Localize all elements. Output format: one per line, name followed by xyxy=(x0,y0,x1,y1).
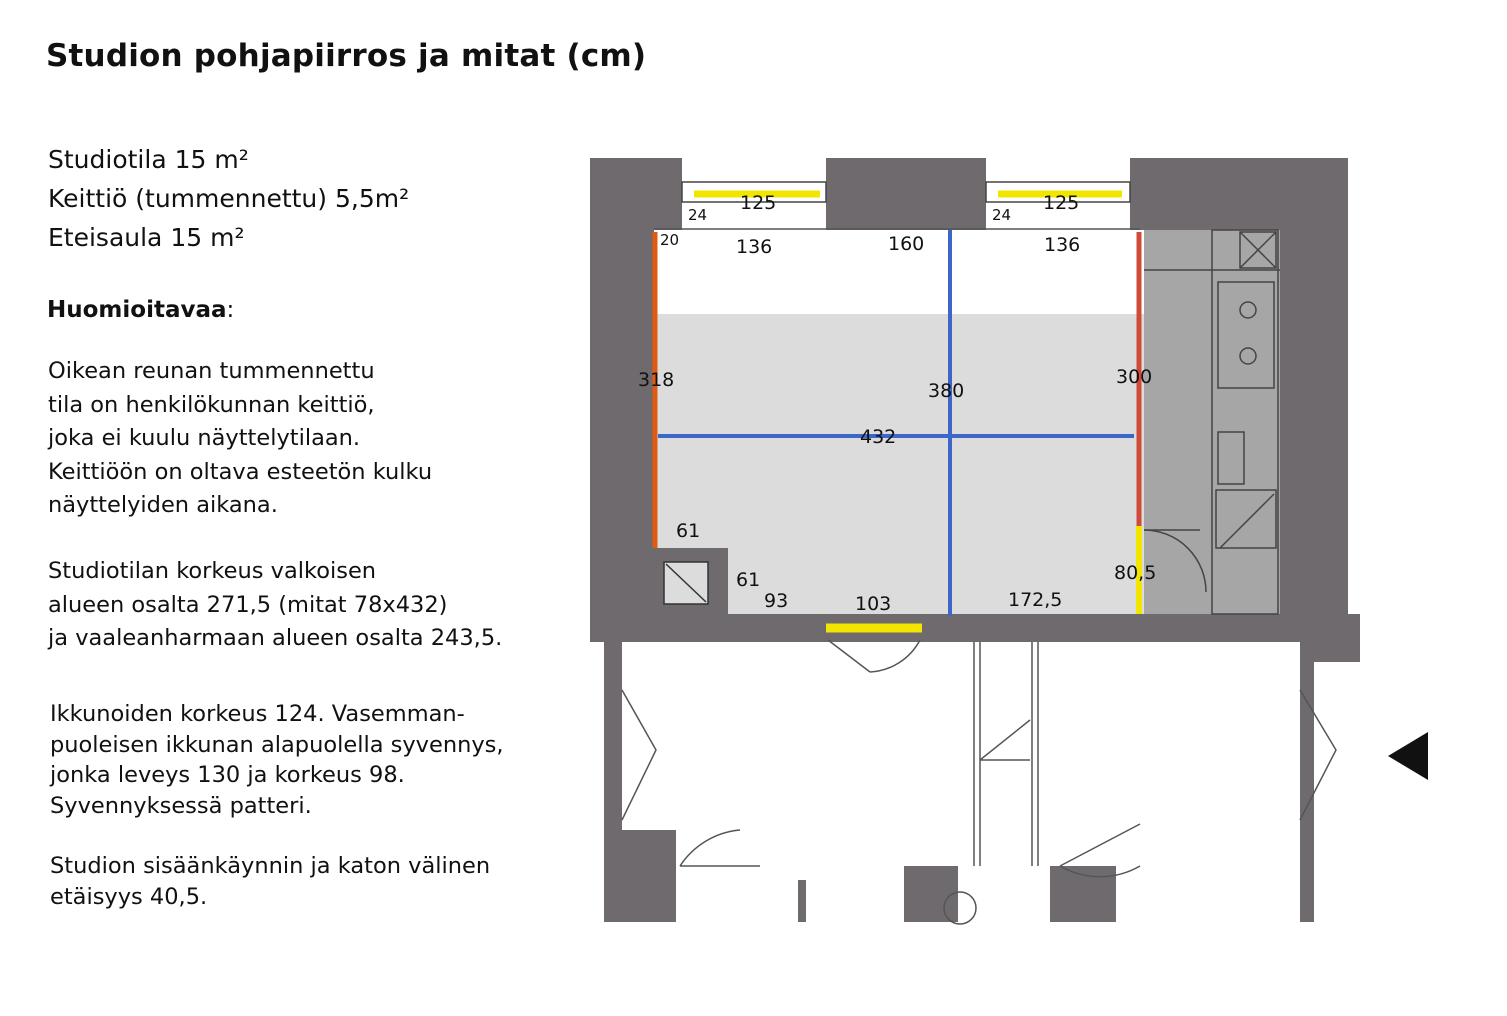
door-swing-lower-middle xyxy=(980,720,1030,760)
lower-rooms xyxy=(622,640,1336,924)
label-pillar-vertical: 61 xyxy=(676,520,701,542)
label-wall-top-left: 136 xyxy=(736,236,773,258)
wall-lower-stub xyxy=(798,880,806,922)
page-title: Studion pohjapiirros ja mitat (cm) xyxy=(46,38,647,74)
label-window-left-width: 125 xyxy=(740,192,777,214)
entrance-arrow-icon xyxy=(1388,732,1428,780)
label-room-depth: 380 xyxy=(928,380,965,402)
wall-top-pier xyxy=(826,158,986,230)
area-studio: Studiotila 15 m² xyxy=(48,145,249,174)
area-kitchen: Keittiö (tummennettu) 5,5m² xyxy=(48,184,410,213)
wall-left xyxy=(590,158,654,638)
label-right-wall: 300 xyxy=(1116,366,1153,388)
label-bottom-right-segment: 172,5 xyxy=(1008,589,1063,611)
note-kitchen-access: Oikean reunan tummennettu tila on henkilökunnan keittiö, joka ei kuulu näyttelytilaan. Keittiöön on oltava esteetön kulku näyttelyiden aikana. xyxy=(48,358,433,518)
note-ceiling-heights: Studiotilan korkeus valkoisen alueen osalta 271,5 (mitat 78x432) ja vaaleanharmaan alueen osalta 243,5. xyxy=(48,558,503,651)
area-lobby: Eteisaula 15 m² xyxy=(48,223,245,252)
notes-heading-colon: : xyxy=(226,297,235,323)
door-swing-lower-left xyxy=(622,690,656,820)
label-door-width: 103 xyxy=(855,593,892,615)
label-left-wall: 318 xyxy=(638,369,675,391)
label-kitchen-passage: 80,5 xyxy=(1114,562,1157,584)
label-wall-top-middle: 160 xyxy=(888,233,925,255)
door-swing-bottom-a xyxy=(680,830,760,866)
wall-lower-left-block xyxy=(604,830,676,922)
wall-right xyxy=(1280,158,1348,636)
note-window-heights: Ikkunoiden korkeus 124. Vasemman- puoleisen ikkunan alapuolella syvennys, jonka leveys 130 ja korkeus 98. Syvennyksessä patteri. xyxy=(50,701,504,819)
label-window-left-depth: 24 xyxy=(688,206,708,224)
wall-lower-middle-block xyxy=(904,866,958,922)
door-swing-studio xyxy=(828,640,920,672)
notes-heading-text: Huomioitavaa xyxy=(47,297,227,323)
wall-lower-right xyxy=(1300,640,1314,922)
label-wall-top-right: 136 xyxy=(1044,234,1081,256)
label-window-right-depth: 24 xyxy=(992,206,1012,224)
label-corner-left-top: 20 xyxy=(660,231,680,249)
wall-bottom xyxy=(590,614,1358,642)
note-entrance-distance: Studion sisäänkäynnin ja katon välinen etäisyys 40,5. xyxy=(50,853,491,910)
label-room-width: 432 xyxy=(860,426,897,448)
label-bottom-left-segment: 93 xyxy=(764,590,789,612)
label-pillar-horizontal: 61 xyxy=(736,569,761,591)
label-window-right-width: 125 xyxy=(1043,192,1080,214)
